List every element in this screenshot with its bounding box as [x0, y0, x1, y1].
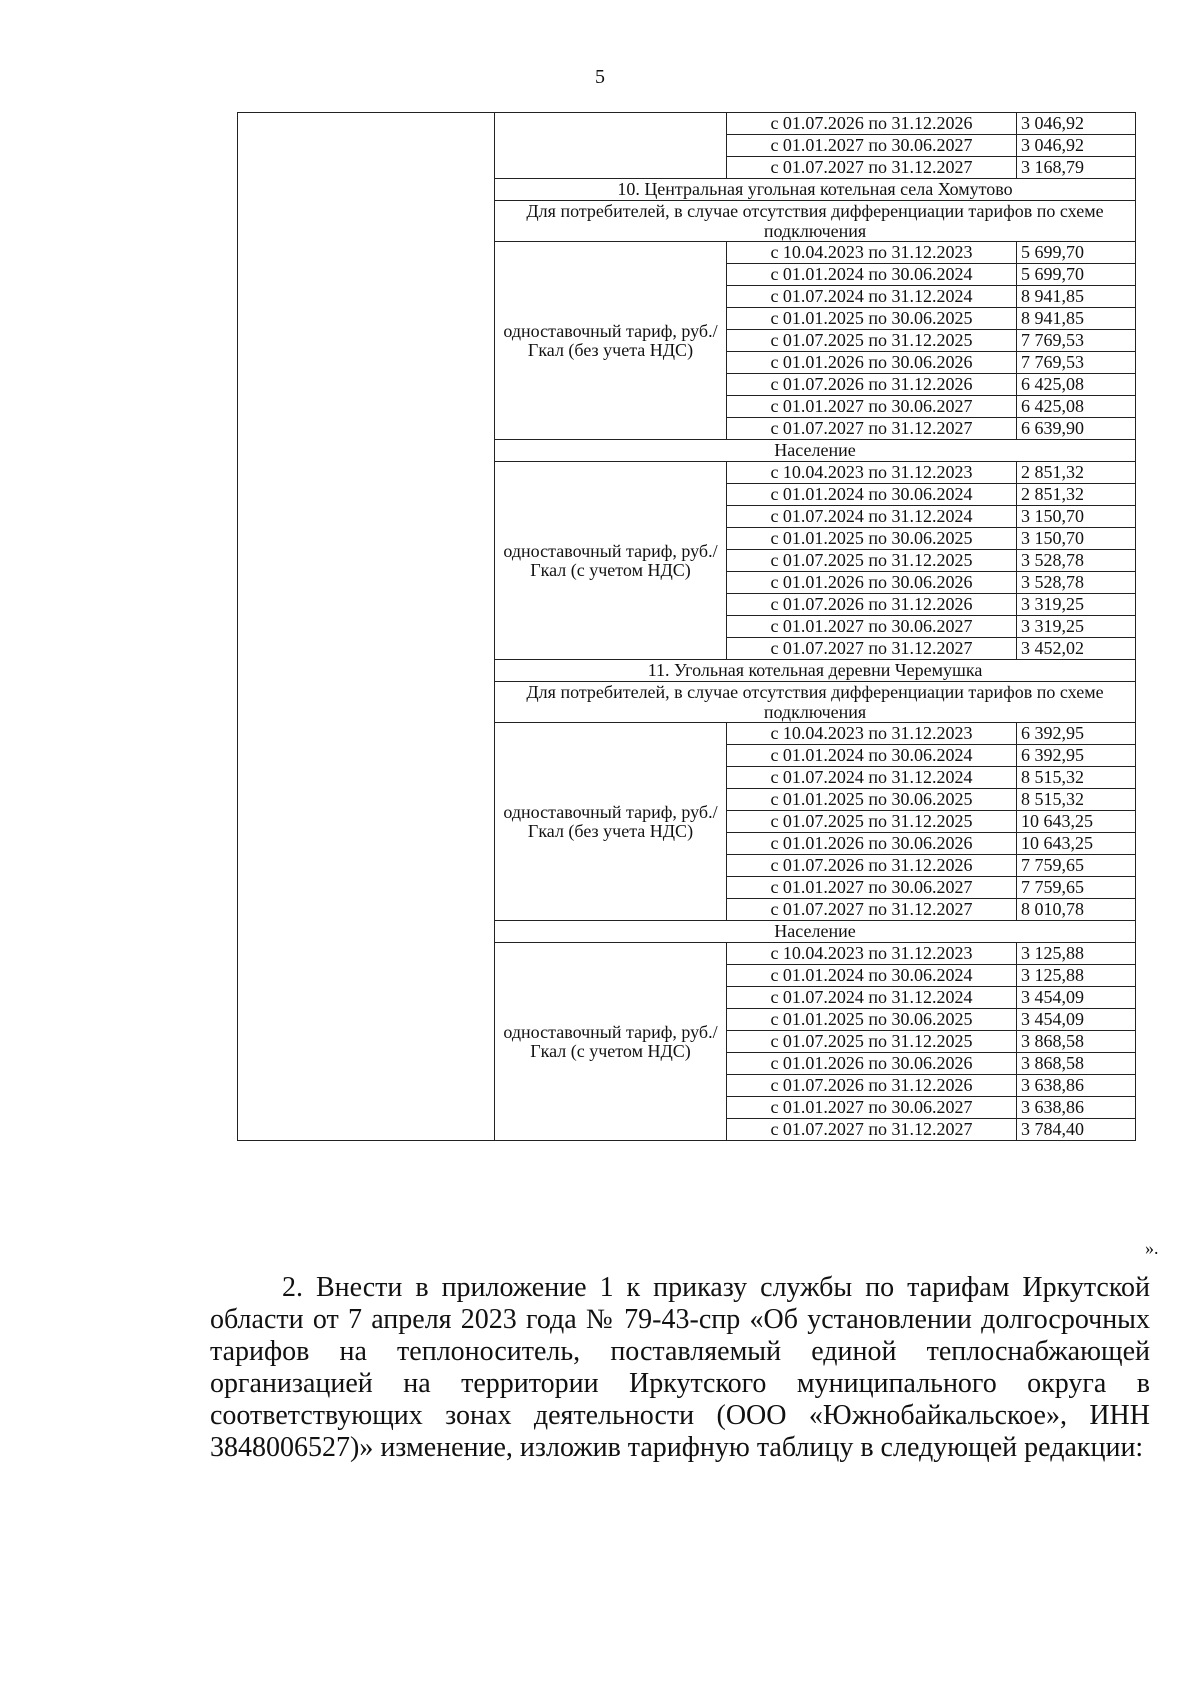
period-cell: с 01.07.2026 по 31.12.2026 — [727, 594, 1017, 616]
value-cell: 3 046,92 — [1017, 135, 1136, 157]
period-cell: с 01.07.2025 по 31.12.2025 — [727, 811, 1017, 833]
value-cell: 8 515,32 — [1017, 789, 1136, 811]
value-cell: 3 638,86 — [1017, 1097, 1136, 1119]
value-cell: 8 941,85 — [1017, 308, 1136, 330]
value-cell: 3 046,92 — [1017, 113, 1136, 135]
period-cell: с 01.01.2026 по 30.06.2026 — [727, 352, 1017, 374]
period-cell: с 01.07.2027 по 31.12.2027 — [727, 1119, 1017, 1141]
period-cell: с 01.01.2025 по 30.06.2025 — [727, 1009, 1017, 1031]
value-cell: 3 454,09 — [1017, 1009, 1136, 1031]
value-cell: 7 769,53 — [1017, 330, 1136, 352]
table-row — [238, 113, 1136, 135]
closing-quote: ». — [1145, 1238, 1159, 1258]
value-cell: 10 643,25 — [1017, 833, 1136, 855]
period-cell: с 01.07.2025 по 31.12.2025 — [727, 550, 1017, 572]
value-cell: 3 868,58 — [1017, 1031, 1136, 1053]
period-cell: с 01.01.2027 по 30.06.2027 — [727, 1097, 1017, 1119]
value-cell: 6 392,95 — [1017, 723, 1136, 745]
population-header: Население — [495, 440, 1136, 462]
period-cell: с 01.07.2027 по 31.12.2027 — [727, 157, 1017, 179]
tariff-table — [237, 112, 1136, 1141]
period-cell: с 01.07.2025 по 31.12.2025 — [727, 330, 1017, 352]
period-cell: с 01.07.2026 по 31.12.2026 — [727, 855, 1017, 877]
value-cell: 2 851,32 — [1017, 462, 1136, 484]
period-cell: с 01.07.2026 по 31.12.2026 — [727, 374, 1017, 396]
group-header: Для потребителей, в случае отсутствия дифференциации тарифов по схеме подключения — [495, 682, 1136, 723]
value-cell: 7 769,53 — [1017, 352, 1136, 374]
value-cell: 3 638,86 — [1017, 1075, 1136, 1097]
period-cell: с 01.01.2027 по 30.06.2027 — [727, 135, 1017, 157]
period-cell: с 01.01.2025 по 30.06.2025 — [727, 528, 1017, 550]
value-cell: 3 168,79 — [1017, 157, 1136, 179]
period-cell: с 01.07.2027 по 31.12.2027 — [727, 418, 1017, 440]
period-cell: с 01.01.2026 по 30.06.2026 — [727, 833, 1017, 855]
amendment-paragraph: 2. Внести в приложение 1 к приказу службы по тарифам Иркутской области от 7 апреля 2023 года № 79-43-спр «Об установлении долгосрочных тарифов на теплоноситель, поставляемый единой теплоснабжающей организацией на территории Иркутского муниципального округа в соответствующих зонах деятельности (ООО «Южнобайкальское», ИНН 3848006527)» изменение, изложив тарифную таблицу в следующей редакции: — [210, 1272, 1150, 1463]
period-cell: с 01.07.2025 по 31.12.2025 — [727, 1031, 1017, 1053]
period-cell: с 01.01.2024 по 30.06.2024 — [727, 965, 1017, 987]
value-cell: 7 759,65 — [1017, 855, 1136, 877]
period-cell: с 01.01.2024 по 30.06.2024 — [727, 484, 1017, 506]
tariff-description — [495, 113, 727, 179]
tariff-description: одноставочный тариф, руб./Гкал (без учета НДС) — [495, 723, 727, 921]
value-cell: 2 851,32 — [1017, 484, 1136, 506]
period-cell: с 01.07.2027 по 31.12.2027 — [727, 899, 1017, 921]
value-cell: 6 392,95 — [1017, 745, 1136, 767]
period-cell: с 10.04.2023 по 31.12.2023 — [727, 943, 1017, 965]
period-cell: с 01.07.2024 по 31.12.2024 — [727, 987, 1017, 1009]
value-cell: 7 759,65 — [1017, 877, 1136, 899]
period-cell: с 01.01.2027 по 30.06.2027 — [727, 616, 1017, 638]
value-cell: 3 784,40 — [1017, 1119, 1136, 1141]
value-cell: 3 452,02 — [1017, 638, 1136, 660]
value-cell: 6 425,08 — [1017, 374, 1136, 396]
period-cell: с 10.04.2023 по 31.12.2023 — [727, 242, 1017, 264]
period-cell: с 01.07.2024 по 31.12.2024 — [727, 506, 1017, 528]
period-cell: с 01.01.2027 по 30.06.2027 — [727, 396, 1017, 418]
tariff-description: одноставочный тариф, руб./Гкал (с учетом НДС) — [495, 462, 727, 660]
value-cell: 5 699,70 — [1017, 264, 1136, 286]
value-cell: 3 125,88 — [1017, 943, 1136, 965]
value-cell: 5 699,70 — [1017, 242, 1136, 264]
value-cell: 6 639,90 — [1017, 418, 1136, 440]
period-cell: с 01.01.2026 по 30.06.2026 — [727, 1053, 1017, 1075]
tariff-description: одноставочный тариф, руб./Гкал (с учетом НДС) — [495, 943, 727, 1141]
period-cell: с 01.01.2025 по 30.06.2025 — [727, 308, 1017, 330]
value-cell: 3 454,09 — [1017, 987, 1136, 1009]
period-cell: с 01.07.2026 по 31.12.2026 — [727, 1075, 1017, 1097]
period-cell: с 01.07.2024 по 31.12.2024 — [727, 286, 1017, 308]
value-cell: 3 150,70 — [1017, 506, 1136, 528]
value-cell: 8 010,78 — [1017, 899, 1136, 921]
left-empty-cell — [238, 113, 495, 1141]
tariff-description: одноставочный тариф, руб./Гкал (без учета НДС) — [495, 242, 727, 440]
page-number: 5 — [595, 66, 605, 88]
group-header: Для потребителей, в случае отсутствия дифференциации тарифов по схеме подключения — [495, 201, 1136, 242]
population-header: Население — [495, 921, 1136, 943]
value-cell: 3 528,78 — [1017, 550, 1136, 572]
value-cell: 3 150,70 — [1017, 528, 1136, 550]
value-cell: 3 528,78 — [1017, 572, 1136, 594]
period-cell: с 01.07.2024 по 31.12.2024 — [727, 767, 1017, 789]
period-cell: с 01.01.2024 по 30.06.2024 — [727, 264, 1017, 286]
value-cell: 3 125,88 — [1017, 965, 1136, 987]
value-cell: 3 868,58 — [1017, 1053, 1136, 1075]
period-cell: с 10.04.2023 по 31.12.2023 — [727, 462, 1017, 484]
value-cell: 8 515,32 — [1017, 767, 1136, 789]
value-cell: 3 319,25 — [1017, 594, 1136, 616]
section-title: 10. Центральная угольная котельная села Хомутово — [495, 179, 1136, 201]
period-cell: с 01.01.2024 по 30.06.2024 — [727, 745, 1017, 767]
section-title: 11. Угольная котельная деревни Черемушка — [495, 660, 1136, 682]
value-cell: 10 643,25 — [1017, 811, 1136, 833]
value-cell: 8 941,85 — [1017, 286, 1136, 308]
value-cell: 6 425,08 — [1017, 396, 1136, 418]
period-cell: с 01.07.2027 по 31.12.2027 — [727, 638, 1017, 660]
period-cell: с 01.01.2026 по 30.06.2026 — [727, 572, 1017, 594]
period-cell: с 10.04.2023 по 31.12.2023 — [727, 723, 1017, 745]
period-cell: с 01.01.2025 по 30.06.2025 — [727, 789, 1017, 811]
period-cell: с 01.07.2026 по 31.12.2026 — [727, 113, 1017, 135]
period-cell: с 01.01.2027 по 30.06.2027 — [727, 877, 1017, 899]
value-cell: 3 319,25 — [1017, 616, 1136, 638]
